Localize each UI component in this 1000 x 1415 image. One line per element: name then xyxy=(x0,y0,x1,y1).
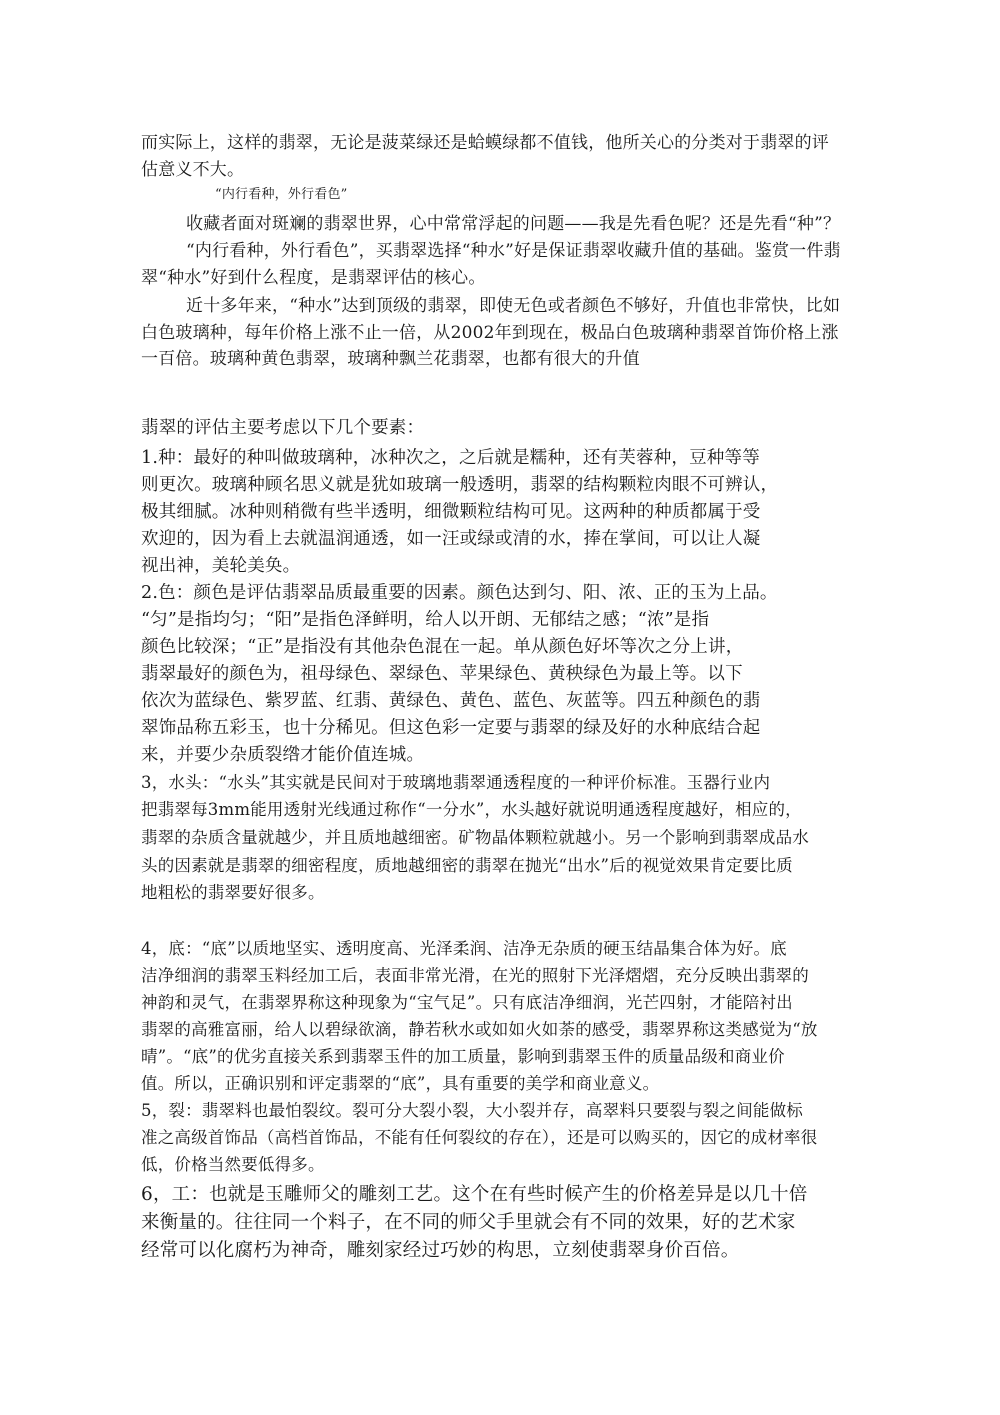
text-line: 晴”。“底”的优劣直接关系到翡翠玉件的加工质量，影响到翡翠玉件的质量品级和商业价 xyxy=(141,1047,785,1066)
text-line: 翠饰品称五彩玉，也十分稀见。但这色彩一定要与翡翠的绿及好的水种底结合起 xyxy=(141,718,761,738)
text-line: 来，并要少杂质裂绺才能价值连城。 xyxy=(141,745,425,765)
text-line: 收藏者面对斑斓的翡翠世界，心中常常浮起的问题——我是先看色呢？还是先看“种”？ xyxy=(186,214,841,234)
text-line: 把翡翠每3mm能用透射光线通过称作“一分水”，水头越好就说明通透程度越好，相应的， xyxy=(141,800,802,819)
text-line: 3，水头：“水头”其实就是民间对于玻璃地翡翠通透程度的一种评价标准。玉器行业内 xyxy=(141,773,771,792)
text-line: 颜色比较深；“正”是指没有其他杂色混在一起。单从颜色好坏等次之分上讲， xyxy=(141,637,744,657)
text-line: 估意义不大。 xyxy=(141,160,245,180)
text-line: 来衡量的。往往同一个料子，在不同的师父手里就会有不同的效果，好的艺术家 xyxy=(141,1212,796,1233)
text-line: 极其细腻。冰种则稍微有些半透明，细微颗粒结构可见。这两种的种质都属于受 xyxy=(141,502,761,522)
text-line: 洁净细润的翡翠玉料经加工后，表面非常光滑，在光的照射下光泽熠熠，充分反映出翡翠的 xyxy=(141,966,809,985)
text-line: 则更次。玻璃种顾名思义就是犹如玻璃一般透明，翡翠的结构颗粒肉眼不可辨认， xyxy=(141,475,779,495)
text-line: 翡翠的杂质含量就越少，并且质地越细密。矿物晶体颗粒就越小。另一个影响到翡翠成品水 xyxy=(141,828,809,847)
subheading: “内行看种，外行看色” xyxy=(215,187,348,202)
text-line: 一百倍。玻璃种黄色翡翠，玻璃种飘兰花翡翠，也都有很大的升值 xyxy=(141,349,640,369)
text-line: 依次为蓝绿色、紫罗蓝、红翡、黄绿色、黄色、蓝色、灰蓝等。四五种颜色的翡 xyxy=(141,691,761,711)
text-line: 经常可以化腐朽为神奇，雕刻家经过巧妙的构思，立刻使翡翠身价百倍。 xyxy=(141,1240,740,1261)
text-line: 1.种：最好的种叫做玻璃种，冰种次之，之后就是糯种，还有芙蓉种，豆种等等 xyxy=(141,448,760,468)
text-line: 6，工：也就是玉雕师父的雕刻工艺。这个在有些时候产生的价格差异是以几十倍 xyxy=(141,1184,808,1205)
text-line: 视出神，美轮美奂。 xyxy=(141,556,301,576)
text-line: 准之高级首饰品（高档首饰品，不能有任何裂纹的存在），还是可以购买的，因它的成材率很 xyxy=(141,1128,818,1147)
text-line: 5，裂：翡翠料也最怕裂纹。裂可分大裂小裂，大小裂并存，高翠料只要裂与裂之间能做标 xyxy=(141,1101,803,1120)
text-line: 翠“种水”好到什么程度，是翡翠评估的核心。 xyxy=(141,268,486,288)
text-line: “内行看种，外行看色”，买翡翠选择“种水”好是保证翡翠收藏升值的基础。鉴赏一件翡 xyxy=(186,241,841,261)
text-line: “匀”是指均匀；“阳”是指色泽鲜明，给人以开朗、无郁结之感；“浓”是指 xyxy=(141,610,710,630)
text-line: 值。所以，正确识别和评定翡翠的“底”，具有重要的美学和商业意义。 xyxy=(141,1074,660,1093)
text-line: 低，价格当然要低得多。 xyxy=(141,1155,325,1174)
text-line: 近十多年来，“种水”达到顶级的翡翠，即使无色或者颜色不够好，升值也非常快，比如 xyxy=(186,296,841,316)
text-line: 翡翠的高雅富丽，给人以碧绿欲滴，静若秋水或如如火如荼的感受，翡翠界称这类感觉为“放 xyxy=(141,1020,818,1039)
text-line: 欢迎的，因为看上去就温润通透，如一汪或绿或清的水，捧在掌间，可以让人凝 xyxy=(141,529,761,549)
text-line: 翡翠最好的颜色为，祖母绿色、翠绿色、苹果绿色、黄秧绿色为最上等。以下 xyxy=(141,664,743,684)
text-line: 神韵和灵气，在翡翠界称这种现象为“宝气足”。只有底洁净细润，光芒四射，才能陪衬出 xyxy=(141,993,793,1012)
text-line: 白色玻璃种，每年价格上涨不止一倍，从2002年到现在，极品白色玻璃种翡翠首饰价格上涨 xyxy=(141,323,839,343)
section-heading: 翡翠的评估主要考虑以下几个要素： xyxy=(141,418,425,438)
text-line: 地粗松的翡翠要好很多。 xyxy=(141,883,325,902)
text-line: 4，底：“底”以质地坚实、透明度高、光泽柔润、洁净无杂质的硬玉结晶集合体为好。底 xyxy=(141,939,787,958)
text-line: 而实际上，这样的翡翠，无论是菠菜绿还是蛤蟆绿都不值钱，他所关心的分类对于翡翠的评 xyxy=(141,133,829,153)
text-line: 2.色：颜色是评估翡翠品质最重要的因素。颜色达到匀、阳、浓、正的玉为上品。 xyxy=(141,583,778,603)
text-line: 头的因素就是翡翠的细密程度，质地越细密的翡翠在抛光“出水”后的视觉效果肯定要比质 xyxy=(141,856,793,875)
